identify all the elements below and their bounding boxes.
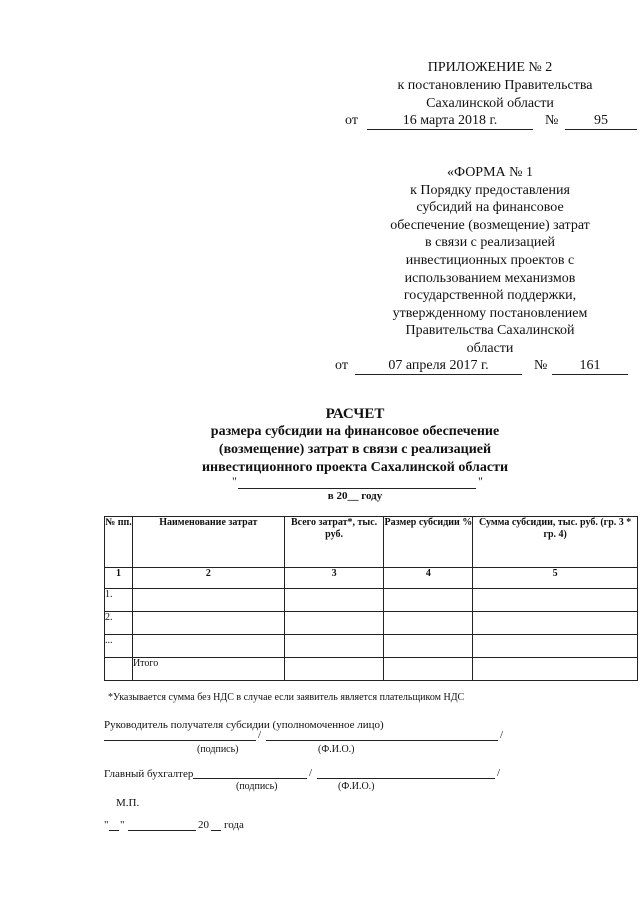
form-line: субсидий на финансовое [416, 200, 564, 216]
table-cell[interactable] [384, 612, 473, 635]
heading-line-2: (возмещение) затрат в связи с реализацией [218, 442, 492, 457]
table-cell[interactable]: ... [105, 635, 133, 658]
year-line: в 20__ году [327, 490, 383, 502]
col-header-total-expenses: Всего затрат*, тыс. руб. [284, 517, 384, 568]
form-line: области [466, 340, 514, 356]
table-cell[interactable]: 2. [105, 612, 133, 635]
appendix-date: 16 марта 2018 г. [367, 113, 533, 130]
form-number: 161 [552, 358, 628, 375]
column-number-row [105, 568, 638, 589]
head-name-field[interactable] [266, 728, 498, 741]
separator-slash: / [258, 729, 262, 741]
col-header-subsidy-rate: Размер субсидии % [384, 517, 473, 568]
project-name-field[interactable] [238, 474, 476, 489]
name-caption: (Ф.И.О.) [318, 744, 355, 755]
signature-caption: (подпись) [197, 744, 239, 755]
head-signatory-label: Руководитель получателя субсидии (уполномоченное лицо) [104, 719, 384, 731]
appendix-region: Сахалинской области [426, 96, 554, 111]
form-number-label: № [534, 358, 548, 373]
appendix-title: ПРИЛОЖЕНИЕ № 2 [427, 60, 553, 75]
table-cell[interactable] [132, 589, 284, 612]
appendix-number: 95 [565, 113, 637, 130]
date-quote-close: " [120, 819, 125, 831]
total-label: Итого [132, 658, 284, 681]
appendix-from-label: от [345, 113, 358, 128]
calculation-table [104, 516, 638, 681]
form-line: в связи с реализацией [424, 235, 556, 251]
date-day-field[interactable] [109, 818, 119, 831]
table-total-row [105, 658, 638, 681]
footnote: *Указывается сумма без НДС в случае если заявитель является плательщиком НДС [108, 692, 465, 703]
table-cell [105, 658, 133, 681]
table-cell[interactable]: 1. [105, 589, 133, 612]
form-line: Правительства Сахалинской [405, 323, 575, 339]
form-line: «ФОРМА № 1 [446, 165, 534, 180]
table-cell[interactable] [384, 658, 473, 681]
table-cell[interactable] [473, 635, 638, 658]
table-cell[interactable] [384, 589, 473, 612]
date-quote-open: " [104, 819, 109, 831]
accountant-name-field[interactable] [317, 766, 495, 779]
signature-caption: (подпись) [236, 781, 278, 792]
col-header-expense-name: Наименование затрат [132, 517, 284, 568]
appendix-number-label: № [545, 113, 559, 128]
col-header-subsidy-amount: Сумма субсидии, тыс. руб. (гр. 3 * гр. 4) [473, 517, 638, 568]
col-header-number: № пп. [105, 517, 133, 568]
column-number: 3 [284, 568, 384, 589]
form-line: к Порядку предоставления [410, 182, 570, 198]
column-number: 5 [473, 568, 638, 589]
separator-slash: / [309, 767, 313, 779]
table-header-row [105, 517, 638, 568]
form-line: обеспечение (возмещение) затрат [390, 217, 590, 233]
form-line: использованием механизмов [404, 270, 576, 286]
table-cell[interactable] [384, 635, 473, 658]
table-cell[interactable] [284, 635, 384, 658]
name-caption: (Ф.И.О.) [338, 781, 375, 792]
table-cell[interactable] [284, 612, 384, 635]
chief-accountant-label: Главный бухгалтер [104, 768, 194, 780]
separator-slash: / [500, 729, 504, 741]
column-number: 4 [384, 568, 473, 589]
heading-line-1: размера субсидии на финансовое обеспечение [210, 424, 500, 439]
table-cell[interactable] [473, 612, 638, 635]
column-number: 1 [105, 568, 133, 589]
table-row [105, 612, 638, 635]
form-line: государственной поддержки, [403, 288, 577, 304]
table-cell[interactable] [132, 635, 284, 658]
head-signature-field[interactable] [104, 728, 256, 741]
date-year-field[interactable] [211, 818, 221, 831]
table-row [105, 589, 638, 612]
heading-line-3: инвестиционного проекта Сахалинской области [201, 460, 509, 475]
table-cell[interactable] [132, 612, 284, 635]
document-title: РАСЧЕТ [325, 406, 385, 422]
stamp-place: М.П. [116, 797, 140, 809]
date-year-suffix: года [224, 819, 244, 831]
project-name-quote-open: " [232, 474, 237, 488]
form-date: 07 апреля 2017 г. [355, 358, 522, 375]
accountant-signature-field[interactable] [193, 766, 307, 779]
table-cell[interactable] [473, 658, 638, 681]
table-row [105, 635, 638, 658]
form-reference [360, 164, 620, 358]
table-cell[interactable] [284, 589, 384, 612]
table-cell[interactable] [473, 589, 638, 612]
project-name-quote-close: " [478, 474, 483, 488]
column-number: 2 [132, 568, 284, 589]
table-cell[interactable] [284, 658, 384, 681]
form-line: утвержденному постановлением [392, 305, 588, 321]
separator-slash: / [497, 767, 501, 779]
form-line: инвестиционных проектов с [405, 252, 575, 268]
form-from-label: от [335, 358, 348, 373]
date-year-prefix: 20 [198, 819, 209, 831]
date-month-field[interactable] [128, 818, 196, 831]
appendix-subtitle: к постановлению Правительства [397, 78, 593, 93]
